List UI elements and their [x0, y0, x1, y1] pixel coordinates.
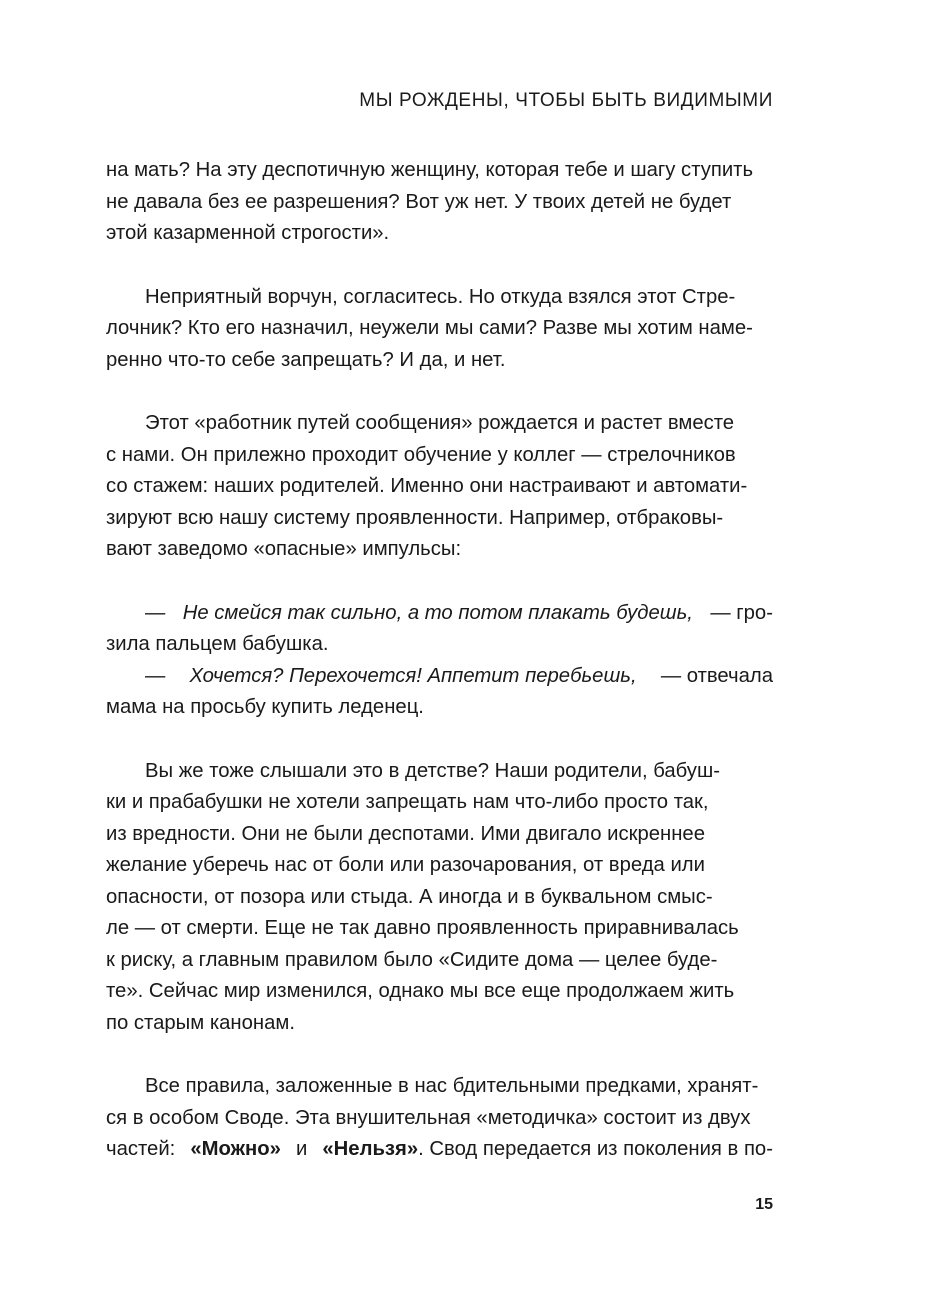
term-nelzya: «Нельзя» [322, 1138, 419, 1160]
text-line: Этот «работник путей сообщения» рождается и растет вместе [145, 412, 735, 434]
text-line: не давала без ее разрешения? Вот уж нет. У твоих детей не будет [106, 190, 732, 213]
dialogue-tail: — гро- [710, 601, 773, 624]
dialogue-quote: Не смейся так сильно, а то потом плакать будешь, [182, 601, 693, 624]
dialogue-line [106, 661, 773, 693]
paragraph [106, 155, 773, 250]
text-line: Неприятный ворчун, согласитесь. Но откуда взялся этот Стре- [145, 285, 736, 308]
term-mozhno: «Можно» [190, 1138, 281, 1160]
text-line: зила пальцем бабушка. [106, 633, 329, 655]
dash: — [145, 601, 166, 624]
text-line: желание уберечь нас от боли или разочарования, от вреда или [106, 854, 705, 876]
text-line: Вы же тоже слышали это в детстве? Наши родители, бабуш- [145, 759, 720, 782]
text-line: те». Сейчас мир изменился, однако мы все еще продолжаем жить [106, 980, 735, 1002]
text-line: частей: «Можно» и «Нельзя». Свод передается из поколения в по- [106, 1134, 773, 1166]
running-header: МЫ РОЖДЕНЫ, ЧТОБЫ БЫТЬ ВИДИМЫМИ [359, 90, 773, 111]
text-line: этой казарменной строгости». [106, 222, 390, 244]
text-line: ки и прабабушки не хотели запрещать нам что-либо просто так, [106, 791, 709, 813]
dialogue [106, 598, 773, 724]
paragraph [106, 1071, 773, 1166]
text-line: по старым канонам. [106, 1011, 295, 1034]
page-number: 15 [755, 1196, 773, 1213]
paragraph [106, 408, 773, 566]
text-line: с нами. Он прилежно проходит обучение у коллег — стрелочников [106, 443, 736, 466]
text-line: мама на просьбу купить леденец. [106, 696, 424, 718]
paragraph [106, 282, 773, 377]
dialogue-quote: Хочется? Перехочется! Аппетит перебьешь, [189, 664, 637, 687]
text-line: ле — от смерти. Еще не так давно проявленность приравнивалась [106, 917, 739, 939]
text-line: из вредности. Они не были деспотами. Ими двигало искреннее [106, 822, 705, 845]
text-line: Все правила, заложенные в нас бдительными предками, хранят- [145, 1075, 759, 1097]
text-line: ся в особом Своде. Эта внушительная «методичка» состоит из двух [106, 1106, 751, 1129]
dash: — [145, 664, 166, 687]
text-line: зируют всю нашу систему проявленности. Например, отбраковы- [106, 506, 724, 529]
text-line: опасности, от позора или стыда. А иногда и в буквальном смыс- [106, 885, 713, 908]
text-line: со стажем: наших родителей. Именно они настраивают и автомати- [106, 475, 748, 497]
dialogue-tail: — отвечала [660, 664, 773, 687]
text-line: ренно что-то себе запрещать? И да, и нет. [106, 348, 506, 371]
text-line: вают заведомо «опасные» импульсы: [106, 538, 462, 560]
text-line: к риску, а главным правилом было «Сидите дома — целее буде- [106, 948, 718, 971]
paragraph [106, 756, 773, 1040]
text-line: на мать? На эту деспотичную женщину, которая тебе и шагу ступить [106, 159, 754, 181]
dialogue-line [106, 598, 773, 630]
body-text [106, 155, 773, 1166]
text-line: лочник? Кто его назначил, неужели мы сами? Разве мы хотим наме- [106, 317, 753, 339]
